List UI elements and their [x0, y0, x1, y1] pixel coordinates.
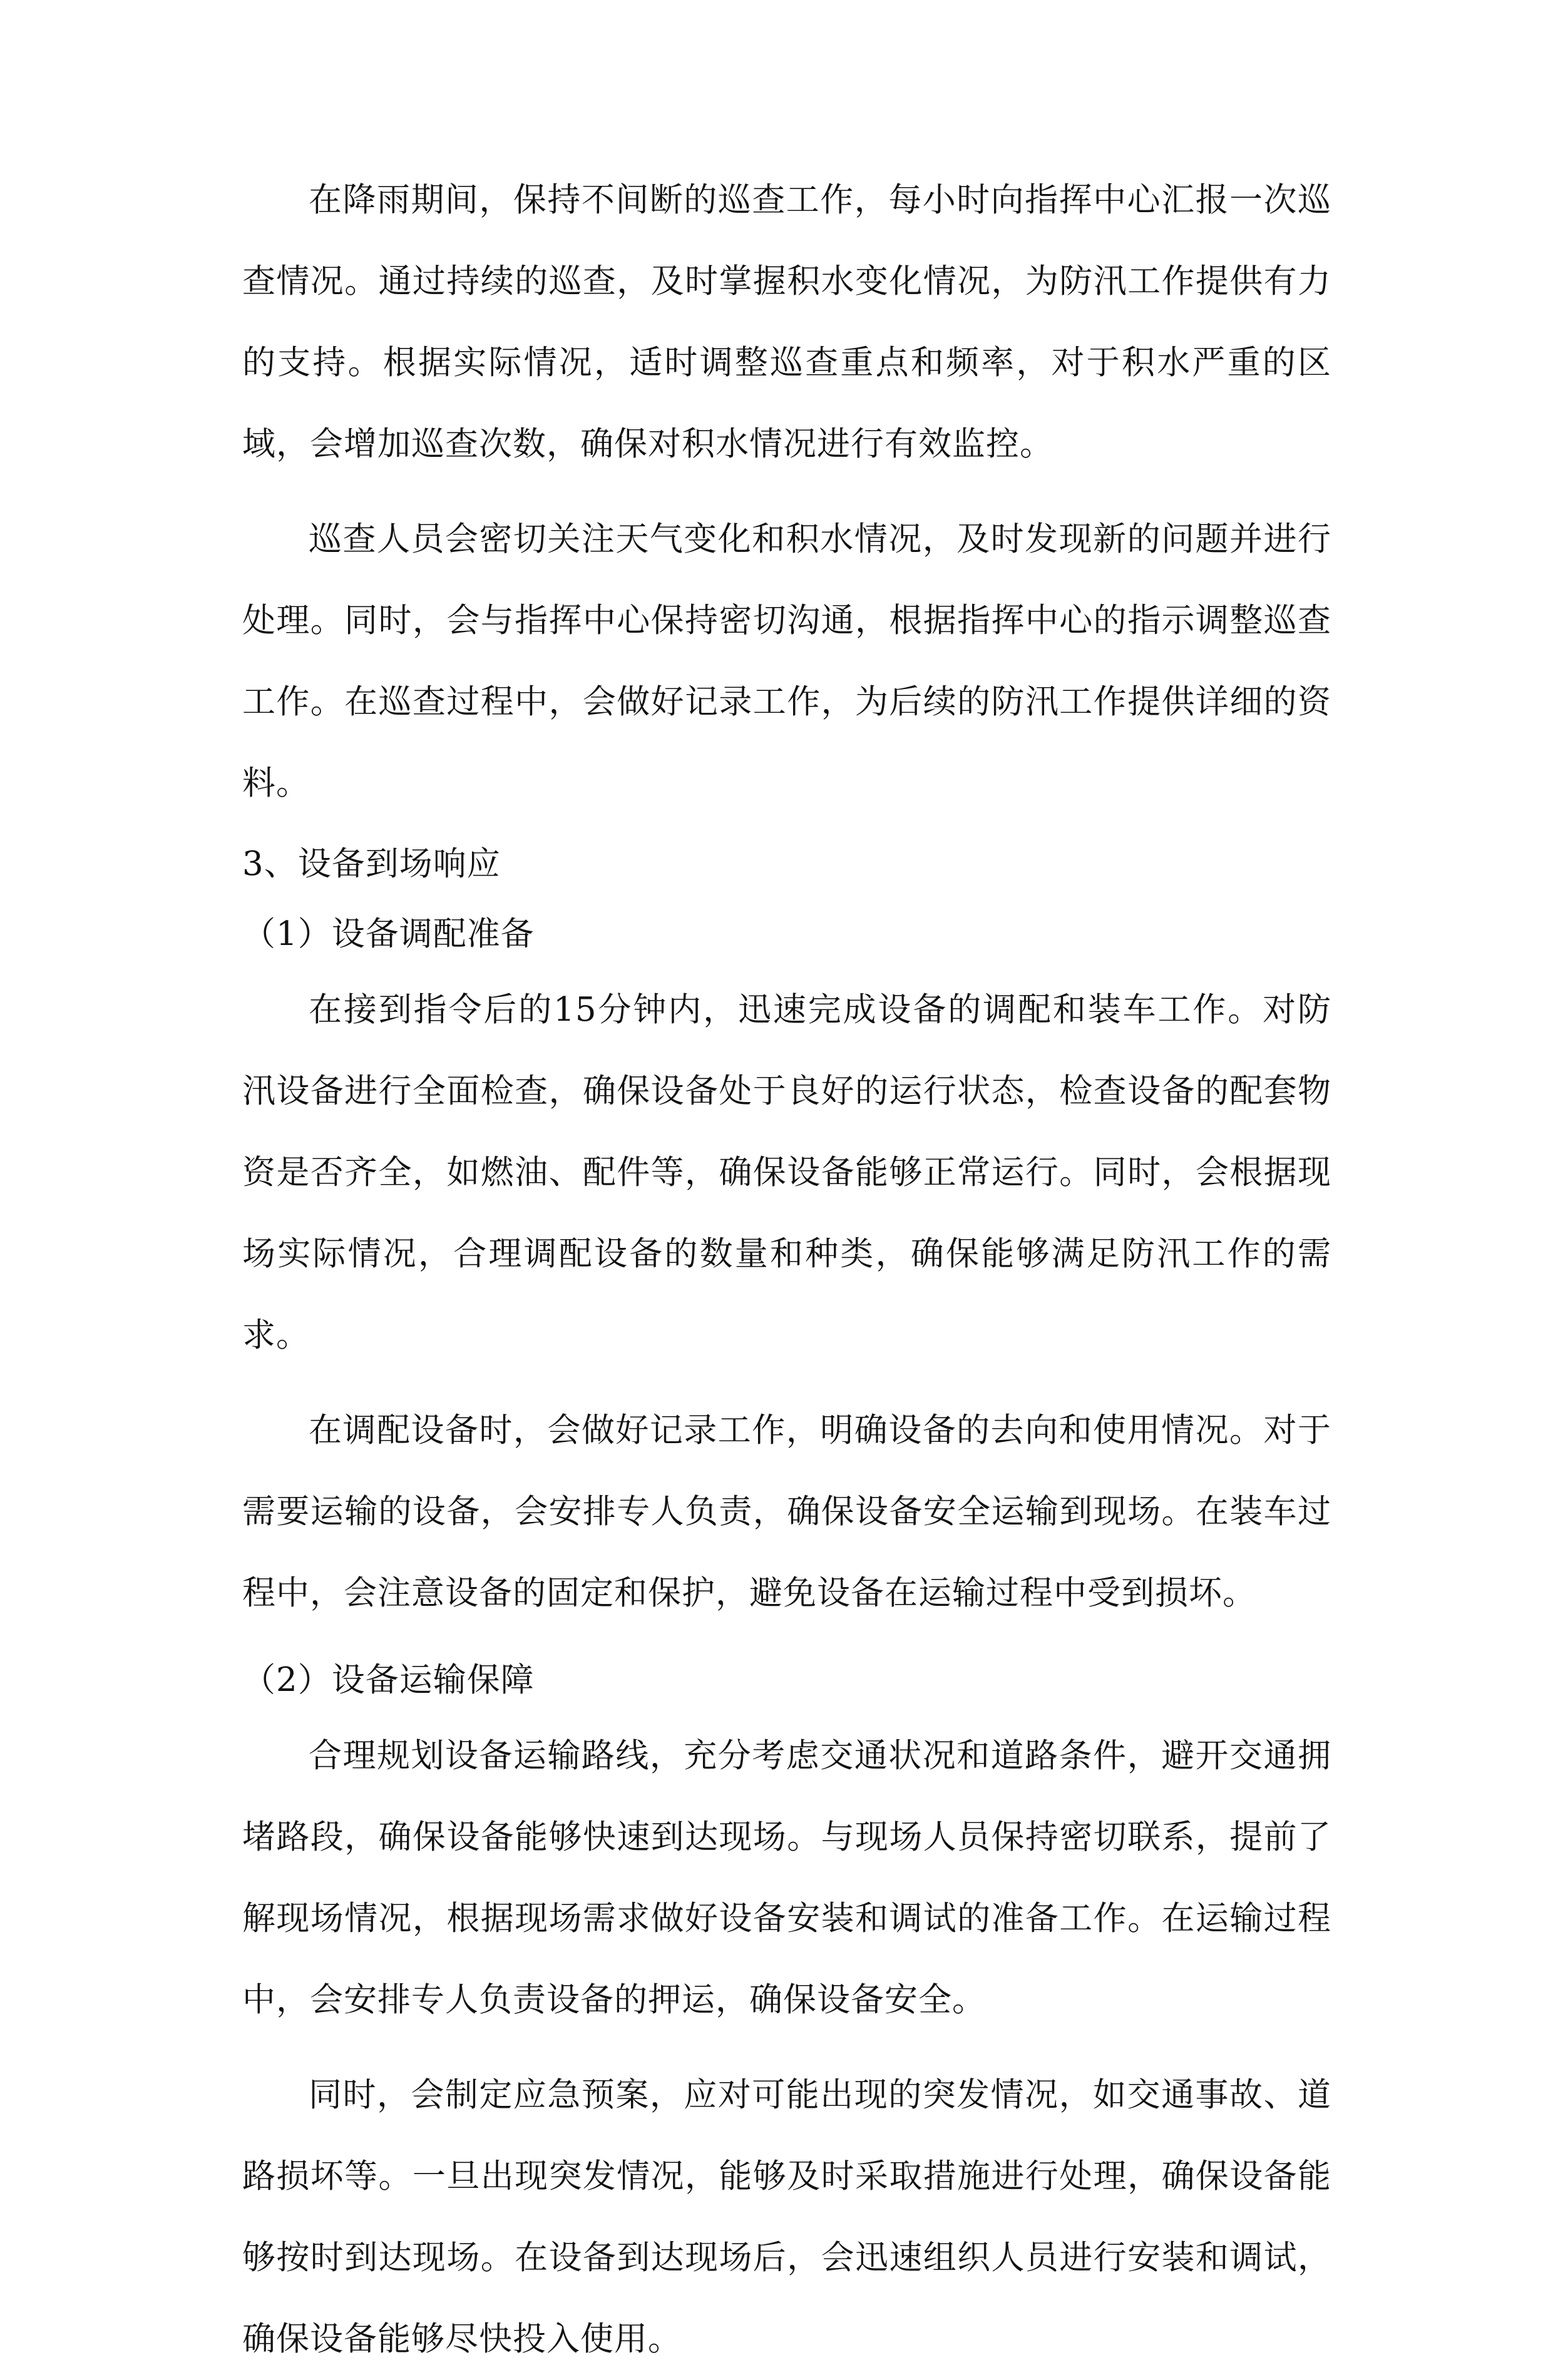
subsection-heading-equipment-allocation: （1）设备调配准备	[242, 915, 535, 953]
subsection-heading-transport-guarantee: （2）设备运输保障	[242, 1661, 535, 1699]
document-body	[242, 160, 1331, 2380]
paragraph-patrol-staff: 巡查人员会密切关注天气变化和积水情况，及时发现新的问题并进行处理。同时，会与指挥中心保持密切沟通，根据指挥中心的指示调整巡查工作。在巡查过程中，会做好记录工作，为后续的防汛工作提供详细的资料。	[242, 520, 1331, 802]
paragraph-rain-patrol: 在降雨期间，保持不间断的巡查工作，每小时向指挥中心汇报一次巡查情况。通过持续的巡查，及时掌握积水变化情况，为防汛工作提供有力的支持。根据实际情况，适时调整巡查重点和频率，对于积水严重的区域，会增加巡查次数，确保对积水情况进行有效监控。	[242, 181, 1331, 463]
section-heading-equipment-response: 3、设备到场响应	[242, 845, 501, 883]
paragraph-allocation-within-15-min: 在接到指令后的15分钟内，迅速完成设备的调配和装车工作。对防汛设备进行全面检查，确保设备处于良好的运行状态，检查设备的配套物资是否齐全，如燃油、配件等，确保设备能够正常运行。同时，会根据现场实际情况，合理调配设备的数量和种类，确保能够满足防汛工作的需求。	[242, 991, 1331, 1354]
paragraph-allocation-records: 在调配设备时，会做好记录工作，明确设备的去向和使用情况。对于需要运输的设备，会安排专人负责，确保设备安全运输到现场。在装车过程中，会注意设备的固定和保护，避免设备在运输过程中受到损坏。	[242, 1411, 1331, 1612]
paragraph-emergency-plan: 同时，会制定应急预案，应对可能出现的突发情况，如交通事故、道路损坏等。一旦出现突发情况，能够及时采取措施进行处理，确保设备能够按时到达现场。在设备到达现场后，会迅速组织人员进行安装和调试，确保设备能够尽快投入使用。	[242, 2076, 1331, 2358]
paragraph-transport-route: 合理规划设备运输路线，充分考虑交通状况和道路条件，避开交通拥堵路段，确保设备能够快速到达现场。与现场人员保持密切联系，提前了解现场情况，根据现场需求做好设备安装和调试的准备工作。在运输过程中，会安排专人负责设备的押运，确保设备安全。	[242, 1737, 1331, 2019]
